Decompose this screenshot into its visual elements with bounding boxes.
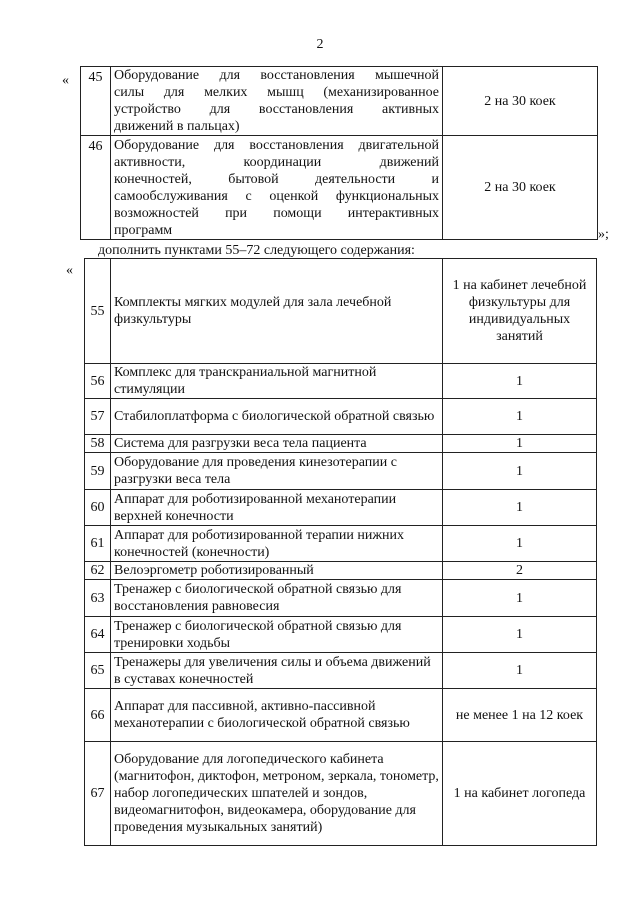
item-name: Велоэргометр роботизированный (111, 562, 443, 580)
item-quantity: 2 на 30 коек (443, 67, 598, 136)
item-name: Система для разгрузки веса тела пациента (111, 435, 443, 453)
equipment-table-2 (84, 258, 597, 846)
table-row (85, 617, 597, 653)
item-quantity: 1 на кабинет логопеда (443, 742, 597, 846)
item-quantity: 1 (443, 580, 597, 617)
item-name: Аппарат для роботизированной механотерапии верхней конечности (111, 490, 443, 526)
row-number: 61 (85, 526, 111, 562)
item-quantity: 1 (443, 526, 597, 562)
item-quantity: 1 (443, 399, 597, 435)
row-number: 55 (85, 259, 111, 364)
item-name: Оборудование для логопедического кабинета (магнитофон, диктофон, метроном, зеркала, тонометр, набор логопедических шпателей и зондов, видеомагнитофон, видеокамера, оборудование для проведения музыкальных занятий) (111, 742, 443, 846)
table-row (85, 526, 597, 562)
table-row (85, 453, 597, 490)
closing-quote-1: »; (598, 227, 609, 242)
item-name: Тренажер с биологической обратной связью для восстановления равновесия (111, 580, 443, 617)
row-number: 65 (85, 653, 111, 689)
opening-quote-2: « (66, 263, 73, 278)
table-row (85, 364, 597, 399)
item-quantity: 1 (443, 453, 597, 490)
item-name: Аппарат для роботизированной терапии нижних конечностей (конечности) (111, 526, 443, 562)
item-quantity: 1 (443, 364, 597, 399)
item-quantity: 1 (443, 490, 597, 526)
row-number: 62 (85, 562, 111, 580)
item-quantity: 1 (443, 435, 597, 453)
table-row (85, 653, 597, 689)
item-quantity: не менее 1 на 12 коек (443, 689, 597, 742)
table-row (85, 562, 597, 580)
item-name: Тренажер с биологической обратной связью для тренировки ходьбы (111, 617, 443, 653)
row-number: 46 (81, 136, 111, 240)
item-quantity: 2 (443, 562, 597, 580)
page-number: 2 (316, 37, 324, 52)
row-number: 64 (85, 617, 111, 653)
item-name: Комплекс для транскраниальной магнитной стимуляции (111, 364, 443, 399)
row-number: 63 (85, 580, 111, 617)
table-row (85, 399, 597, 435)
item-name: Комплекты мягких модулей для зала лечебной физкультуры (111, 259, 443, 364)
table-row (85, 689, 597, 742)
item-name: Аппарат для пассивной, активно-пассивной механотерапии с биологической обратной связью (111, 689, 443, 742)
row-number: 58 (85, 435, 111, 453)
item-quantity: 1 (443, 617, 597, 653)
table-row (85, 490, 597, 526)
table-row (85, 435, 597, 453)
row-number: 67 (85, 742, 111, 846)
table-row (85, 742, 597, 846)
item-quantity: 2 на 30 коек (443, 136, 598, 240)
item-name: Оборудование для проведения кинезотерапии с разгрузки веса тела (111, 453, 443, 490)
intro-text: дополнить пунктами 55–72 следующего содержания: (98, 243, 415, 258)
row-number: 45 (81, 67, 111, 136)
item-name: Стабилоплатформа с биологической обратной связью (111, 399, 443, 435)
table-row (81, 136, 598, 240)
item-name: Оборудование для восстановления мышечной силы для мелких мышц (механизированное устройство для восстановления активных движений в пальцах) (111, 67, 443, 136)
row-number: 59 (85, 453, 111, 490)
row-number: 66 (85, 689, 111, 742)
table-row (85, 580, 597, 617)
table-row (85, 259, 597, 364)
item-quantity: 1 на кабинет лечебной физкультуры для индивидуальных занятий (443, 259, 597, 364)
row-number: 56 (85, 364, 111, 399)
item-name: Оборудование для восстановления двигательной активности, координации движений конечностей, бытовой деятельности и самообслуживания с оценкой функциональных возможностей при помощи интерактивных программ (111, 136, 443, 240)
item-quantity: 1 (443, 653, 597, 689)
equipment-table-1 (80, 66, 598, 240)
opening-quote-1: « (62, 73, 69, 88)
item-name: Тренажеры для увеличения силы и объема движений в суставах конечностей (111, 653, 443, 689)
table-row (81, 67, 598, 136)
row-number: 60 (85, 490, 111, 526)
row-number: 57 (85, 399, 111, 435)
